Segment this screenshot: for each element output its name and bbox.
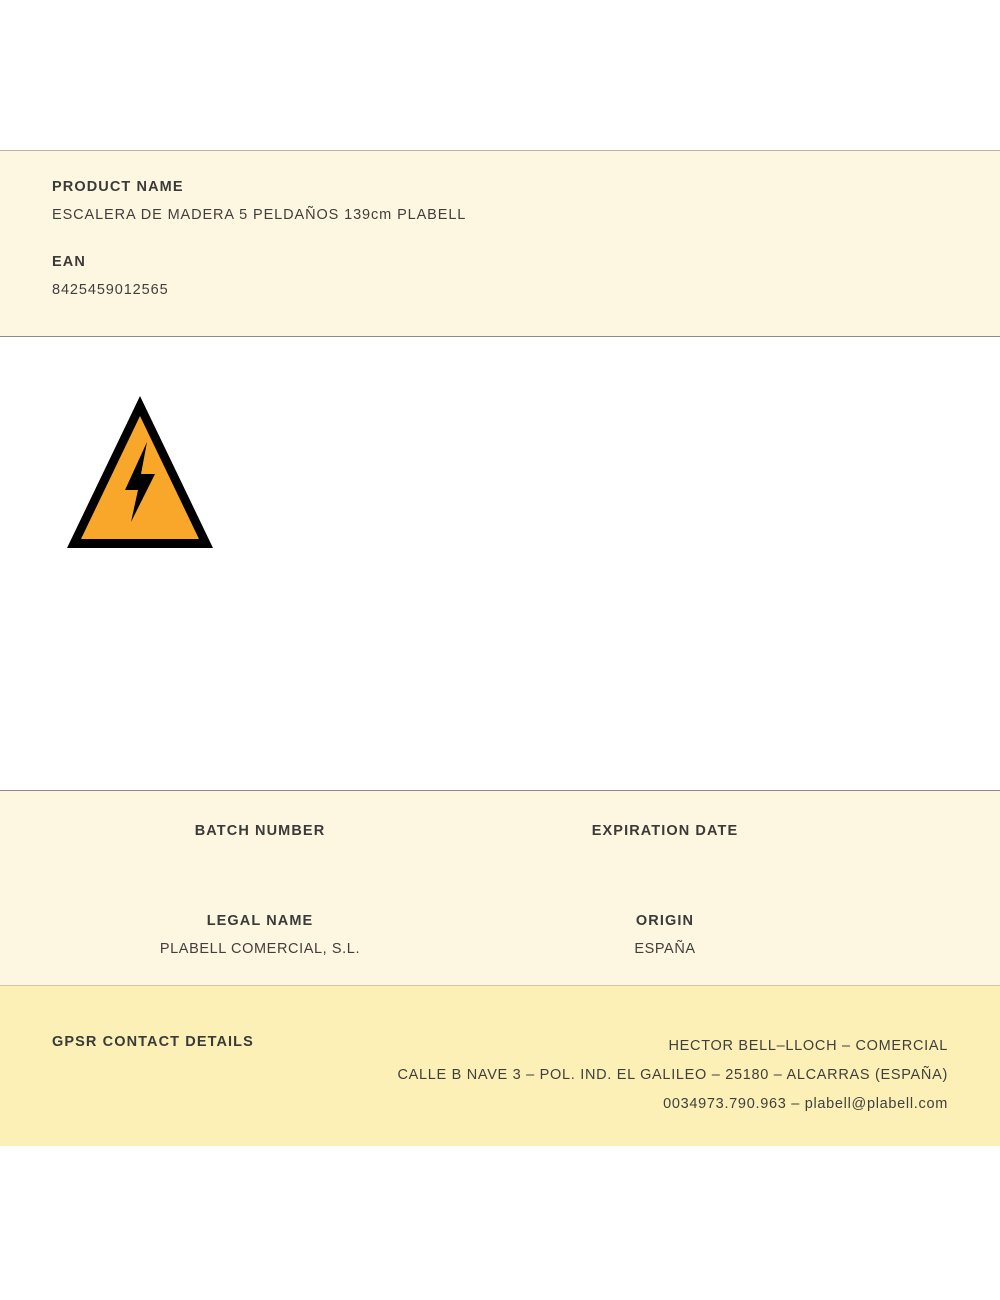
details-band [0, 791, 1000, 986]
legal-name-value: PLABELL COMERCIAL, S.L. [159, 941, 361, 957]
pictogram-area [0, 338, 1000, 791]
expiration-date-label: EXPIRATION DATE [591, 823, 739, 839]
product-name-value: ESCALERA DE MADERA 5 PELDAÑOS 139cm PLABELL [52, 207, 467, 223]
expiration-date-value [520, 851, 810, 868]
details-row-2 [0, 913, 1000, 958]
electrical-hazard-triangle-icon [63, 390, 217, 555]
gpsr-contact-line-3: 0034973.790.963 – plabell@plabell.com [663, 1096, 948, 1112]
batch-number-value [0, 851, 520, 868]
product-info-block [0, 150, 1000, 337]
spacer [52, 223, 948, 254]
ean-label: EAN [52, 254, 86, 270]
legal-name-label: LEGAL NAME [206, 913, 314, 929]
details-row-1 [0, 823, 1000, 868]
origin-label: ORIGIN [635, 913, 695, 929]
gpsr-contact-band [0, 986, 1000, 1146]
ean-value: 8425459012565 [52, 282, 169, 298]
batch-number-label: BATCH NUMBER [194, 823, 326, 839]
gpsr-contact-label: GPSR CONTACT DETAILS [52, 1034, 254, 1050]
legal-name-cell [0, 913, 520, 958]
gpsr-contact-line-1: HECTOR BELL–LLOCH – COMERCIAL [668, 1038, 948, 1054]
origin-cell [520, 913, 810, 958]
expiration-date-cell [520, 823, 810, 868]
gpsr-contact-lines [397, 1032, 948, 1119]
product-name-label: PRODUCT NAME [52, 179, 184, 195]
gpsr-contact-line-2: CALLE B NAVE 3 – POL. IND. EL GALILEO – 25180 – ALCARRAS (ESPAÑA) [397, 1067, 948, 1083]
origin-value: ESPAÑA [634, 941, 696, 957]
footer-whitespace [0, 1146, 1000, 1300]
batch-number-cell [0, 823, 520, 868]
